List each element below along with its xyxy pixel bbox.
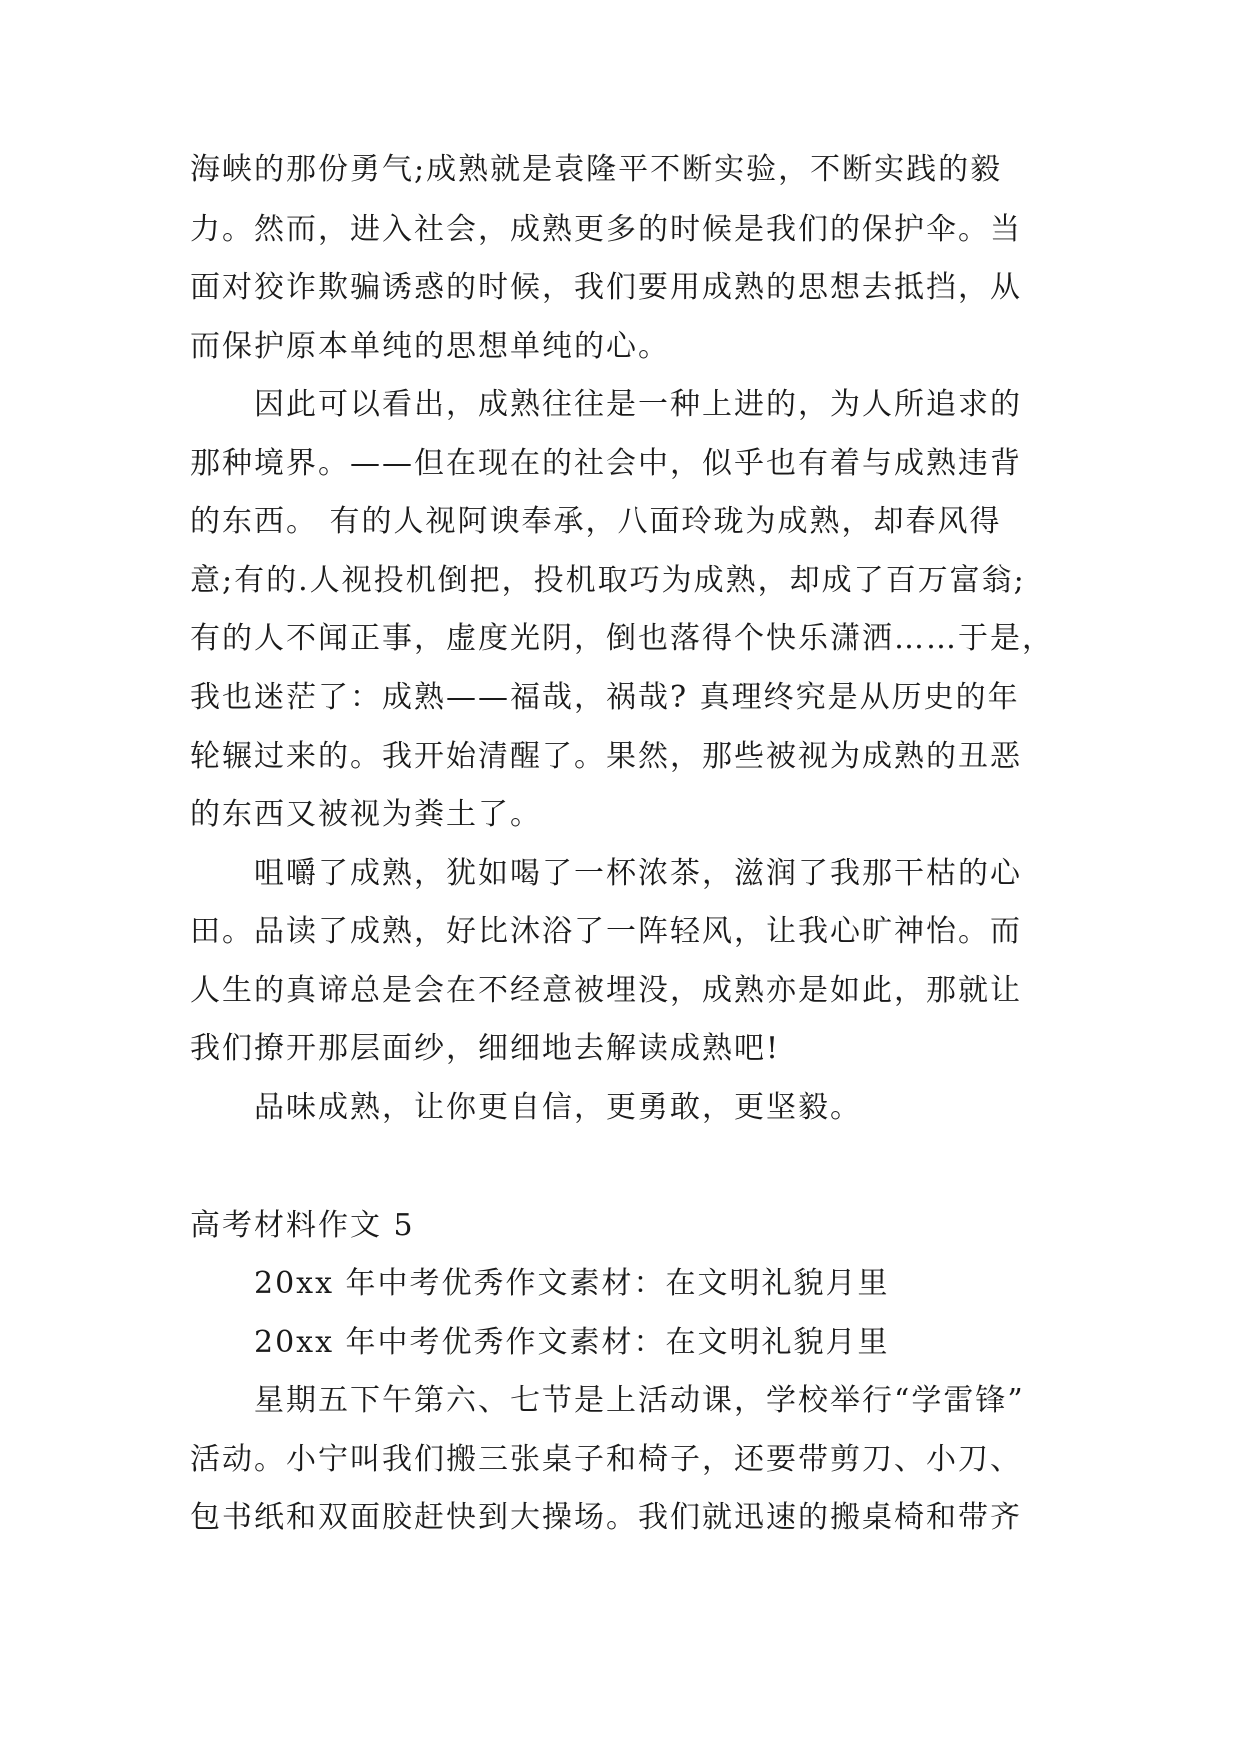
text-line: 因此可以看出，成熟往往是一种上进的，为人所追求的 — [254, 387, 1022, 422]
text-line: 我们撩开那层面纱，细细地去解读成熟吧! — [190, 1031, 781, 1066]
text-line: 的东西。 有的人视阿谀奉承，八面玲珑为成熟，却春风得 — [190, 504, 1002, 539]
text-line: 20xx 年中考优秀作文素材：在文明礼貌月里 — [254, 1266, 890, 1301]
text-line: 而保护原本单纯的思想单纯的心。 — [190, 329, 670, 364]
text-line: 人生的真谛总是会在不经意被埋没，成熟亦是如此，那就让 — [190, 973, 1022, 1008]
text-line: 20xx 年中考优秀作文素材：在文明礼貌月里 — [254, 1325, 890, 1360]
text-line: 田。品读了成熟，好比沐浴了一阵轻风，让我心旷神怡。而 — [190, 914, 1022, 949]
text-line: 我也迷茫了：成熟——福哉，祸哉? 真理终究是从历史的年 — [190, 680, 1020, 715]
text-line: 品味成熟，让你更自信，更勇敢，更坚毅。 — [254, 1090, 862, 1125]
text-line: 海峡的那份勇气;成熟就是袁隆平不断实验，不断实践的毅 — [190, 152, 1003, 187]
text-line: 轮辗过来的。我开始清醒了。果然，那些被视为成熟的丑恶 — [190, 739, 1022, 774]
text-line: 包书纸和双面胶赶快到大操场。我们就迅速的搬桌椅和带齐 — [190, 1500, 1022, 1535]
text-line: 的东西又被视为粪土了。 — [190, 797, 542, 832]
text-line: 意;有的.人视投机倒把，投机取巧为成熟，却成了百万富翁; — [190, 563, 1026, 598]
text-line: 活动。小宁叫我们搬三张桌子和椅子，还要带剪刀、小刀、 — [190, 1442, 1022, 1477]
text-line: 星期五下午第六、七节是上活动课，学校举行“学雷锋” — [254, 1383, 1025, 1418]
section-heading: 高考材料作文 5 — [190, 1208, 415, 1243]
text-line: 咀嚼了成熟，犹如喝了一杯浓茶，滋润了我那干枯的心 — [254, 856, 1022, 891]
text-line: 那种境界。——但在现在的社会中，似乎也有着与成熟违背 — [190, 446, 1022, 481]
text-line: 有的人不闻正事，虚度光阴，倒也落得个快乐潇洒……于是， — [190, 621, 1054, 656]
text-line: 面对狡诈欺骗诱惑的时候，我们要用成熟的思想去抵挡，从 — [190, 270, 1022, 305]
text-line: 力。然而，进入社会，成熟更多的时候是我们的保护伞。当 — [190, 212, 1022, 247]
